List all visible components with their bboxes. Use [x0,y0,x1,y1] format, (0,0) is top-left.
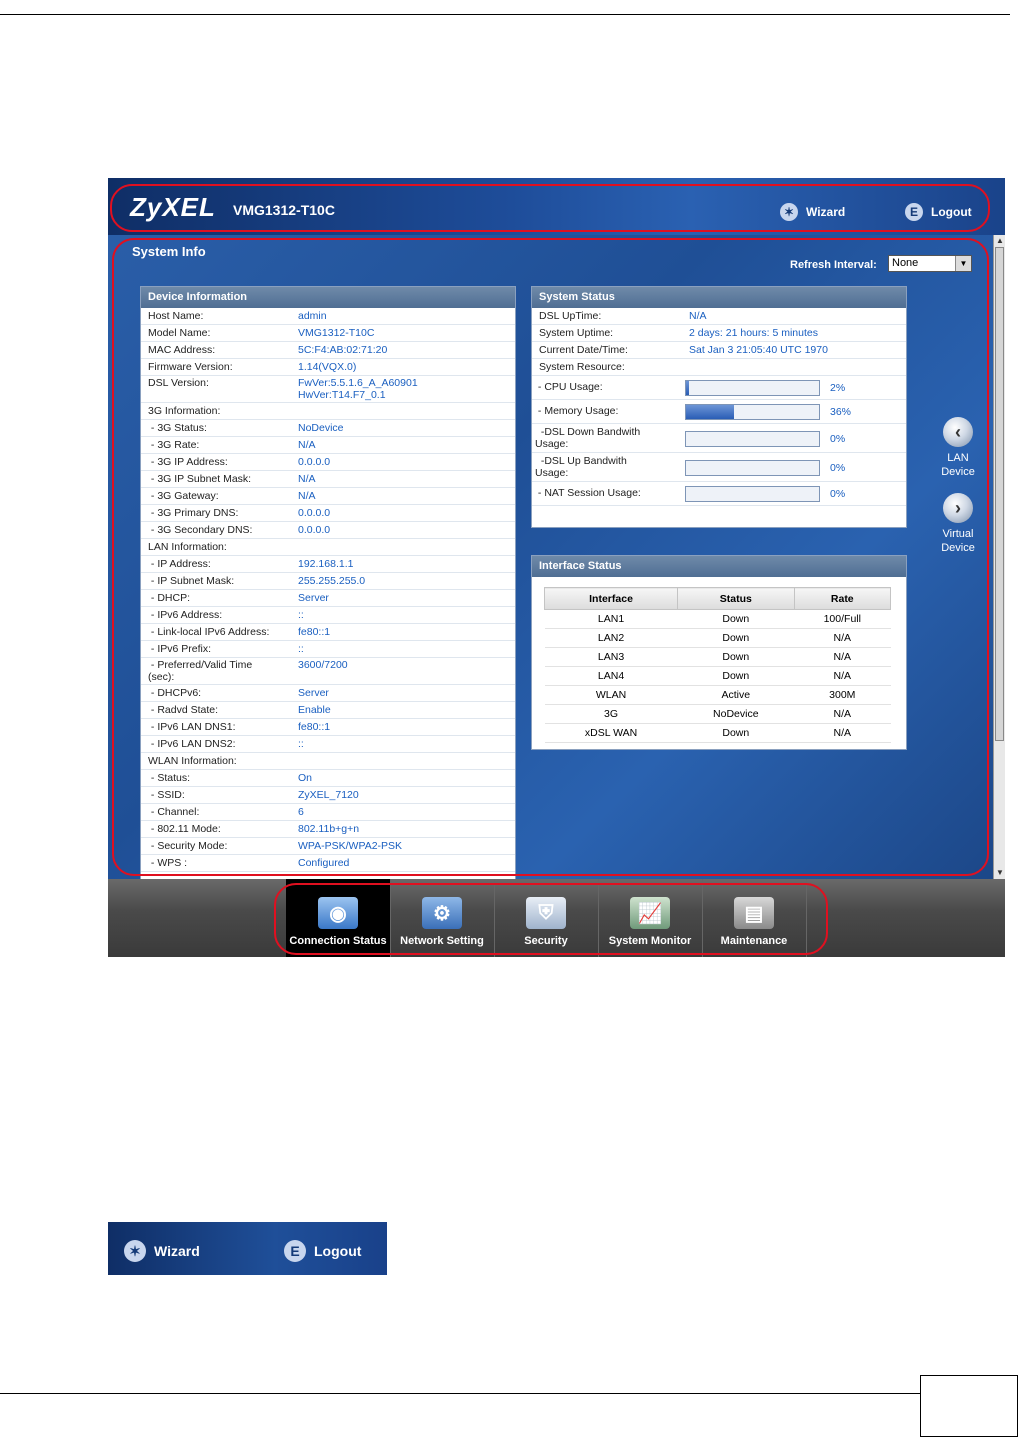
callout-logout-label: Logout [314,1243,362,1259]
model-name: VMG1312-T10C [233,202,335,218]
nav-label: Maintenance [720,935,788,947]
usage-label: -DSL Up Bandwith Usage: [535,455,627,479]
device-info-key: - IP Subnet Mask: [148,575,235,587]
device-info-value: 802.11b+g+n [298,823,360,835]
device-info-key: - Link-local IPv6 Address: [148,626,270,638]
wizard-icon: ✶ [124,1240,146,1262]
device-info-value: N/A [298,490,316,502]
device-info-value: :: [298,643,304,655]
table-cell: Down [678,629,794,648]
usage-label: -DSL Down Bandwith Usage: [535,426,641,450]
shield-icon: ⛨ [526,897,566,929]
device-info-key: - WPS : [148,857,188,869]
device-info-value: admin [298,310,327,322]
device-info-key: - DHCP: [148,592,190,604]
chevron-right-icon[interactable]: › [943,493,973,523]
brand-logo: ZyXEL [130,192,216,222]
device-info-key: - 3G Status: [148,422,207,434]
table-cell: N/A [794,629,890,648]
device-info-value: 3600/7200 [298,659,348,671]
maintenance-icon: ▤ [734,897,774,929]
device-info-key: DSL Version: [148,377,209,389]
device-info-value: FwVer:5.5.1.6_A_A60901 HwVer:T14.F7_0.1 [298,377,418,401]
table-cell: Down [678,648,794,667]
lan-device-label: LAN Device [941,452,975,478]
chevron-down-icon[interactable]: ▼ [955,256,971,271]
device-info-value: Configured [298,857,350,869]
callout-logout-button[interactable] [284,1240,361,1262]
device-info-key: - 3G Rate: [148,439,200,451]
table-cell: 300M [794,686,890,705]
vertical-scrollbar[interactable] [993,235,1005,879]
device-info-value: 0.0.0.0 [298,456,331,468]
device-info-value: 1.14(VQX.0) [298,361,357,373]
system-status-value: Sat Jan 3 21:05:40 UTC 1970 [689,344,828,356]
table-cell: N/A [794,667,890,686]
wizard-logout-callout [108,1222,387,1275]
interface-status-title: Interface Status [532,556,906,577]
usage-percent: 36% [830,406,852,418]
device-info-value: Enable [298,704,331,716]
device-info-value: On [298,772,313,784]
usage-percent: 0% [830,432,846,445]
device-info-key: - DHCPv6: [148,687,202,699]
device-info-value: 5C:F4:AB:02:71:20 [298,344,388,356]
device-info-key: Firmware Version: [148,361,233,373]
table-cell: Down [678,667,794,686]
device-info-key: - IPv6 Address: [148,609,223,621]
device-info-value: 0.0.0.0 [298,524,331,536]
nav-highlight-ring [274,883,828,955]
device-info-value: Server [298,687,329,699]
device-info-value: ZyXEL_7120 [298,789,359,801]
device-info-key: - 3G IP Subnet Mask: [148,473,252,485]
system-status-value: 2 days: 21 hours: 5 minutes [689,327,818,339]
logout-icon: E [284,1240,306,1262]
device-info-value: WPA-PSK/WPA2-PSK [298,840,403,852]
system-status-key: System Uptime: [539,327,614,339]
device-info-key: Model Name: [148,327,211,339]
bottom-rule [0,1393,920,1394]
wizard-label: Wizard [806,205,846,219]
callout-wizard-button[interactable] [124,1240,200,1262]
logout-label: Logout [931,205,972,219]
nav-label: System Monitor [608,935,692,947]
device-info-value: :: [298,738,304,750]
device-info-value: :: [298,609,304,621]
device-info-value: 0.0.0.0 [298,507,331,519]
device-info-key: - 3G Gateway: [148,490,219,502]
table-cell: N/A [794,648,890,667]
interface-table-header: Status [678,588,794,610]
nav-label: Security [524,935,568,947]
device-info-key: - Preferred/Valid Time (sec): [148,659,253,683]
chevron-left-icon[interactable]: ‹ [943,417,973,447]
device-info-key: - Security Mode: [148,840,228,852]
table-cell: xDSL WAN [545,724,678,743]
interface-table-header: Rate [794,588,890,610]
table-cell: LAN3 [545,648,678,667]
nav-label: Network Setting [400,935,484,947]
device-info-value: N/A [298,439,316,451]
device-info-key: - IPv6 LAN DNS1: [148,721,236,733]
device-info-key: - IPv6 Prefix: [148,643,212,655]
device-info-key: - 3G Secondary DNS: [148,524,253,536]
device-info-value: fe80::1 [298,721,331,733]
content-highlight-ring [112,238,989,876]
page-number-box [920,1375,1018,1437]
monitor-chart-icon: 📈 [630,897,670,929]
refresh-interval-label: Refresh Interval: [790,259,877,271]
nav-label: Connection Status [289,935,387,947]
table-cell: WLAN [545,686,678,705]
system-status-key: System Resource: [539,361,625,373]
device-info-key: 3G Information: [148,405,221,417]
table-cell: 3G [545,705,678,724]
device-info-key: - Channel: [148,806,200,818]
usage-label: - CPU Usage: [535,381,603,393]
system-status-title: System Status [532,287,906,308]
callout-wizard-label: Wizard [154,1243,200,1259]
scroll-down-icon[interactable]: ▼ [996,868,1004,877]
usage-label: - NAT Session Usage: [535,487,641,499]
device-info-value: NoDevice [298,422,344,434]
table-cell: N/A [794,705,890,724]
device-info-key: MAC Address: [148,344,216,356]
usage-label: - Memory Usage: [535,405,619,417]
device-info-key: - Radvd State: [148,704,219,716]
device-info-key: - SSID: [148,789,185,801]
table-cell: NoDevice [678,705,794,724]
gear-icon: ⚙ [422,897,462,929]
table-cell: LAN4 [545,667,678,686]
device-info-key: - 3G Primary DNS: [148,507,239,519]
table-cell: 100/Full [794,610,890,629]
device-info-value: 192.168.1.1 [298,558,354,570]
device-info-value: Server [298,592,329,604]
device-info-key: - 3G IP Address: [148,456,228,468]
wizard-icon: ✶ [780,203,798,221]
logout-icon: E [905,203,923,221]
device-info-key: WLAN Information: [148,755,237,767]
table-cell: Active [678,686,794,705]
table-cell: LAN1 [545,610,678,629]
device-info-value: 6 [298,806,304,818]
device-info-value: fe80::1 [298,626,331,638]
top-rule [0,14,1010,15]
system-status-value: N/A [689,310,707,322]
device-info-key: - IP Address: [148,558,211,570]
device-info-key: - 802.11 Mode: [148,823,221,835]
header-highlight-ring [110,184,990,232]
scrollbar-thumb[interactable] [995,247,1004,741]
usage-percent: 0% [830,488,846,500]
scroll-up-icon[interactable]: ▲ [996,236,1004,245]
table-cell: Down [678,610,794,629]
device-info-key: - IPv6 LAN DNS2: [148,738,236,750]
refresh-interval-value: None [892,257,919,269]
interface-table-header: Interface [545,588,678,610]
device-info-key: Host Name: [148,310,204,322]
connection-status-icon: ◉ [318,897,358,929]
system-status-key: DSL UpTime: [539,310,602,322]
system-status-key: Current Date/Time: [539,344,628,356]
usage-percent: 0% [830,461,846,474]
device-information-title: Device Information [141,287,515,308]
device-info-value: VMG1312-T10C [298,327,375,339]
page-title: System Info [132,244,206,259]
device-info-key: LAN Information: [148,541,227,553]
table-cell: LAN2 [545,629,678,648]
router-web-ui [108,178,1005,957]
table-cell: Down [678,724,794,743]
table-cell: N/A [794,724,890,743]
usage-percent: 2% [830,382,846,394]
device-info-value: N/A [298,473,316,485]
device-info-value: 255.255.255.0 [298,575,366,587]
virtual-device-label: Virtual Device [941,528,975,554]
device-info-key: - Status: [148,772,191,784]
